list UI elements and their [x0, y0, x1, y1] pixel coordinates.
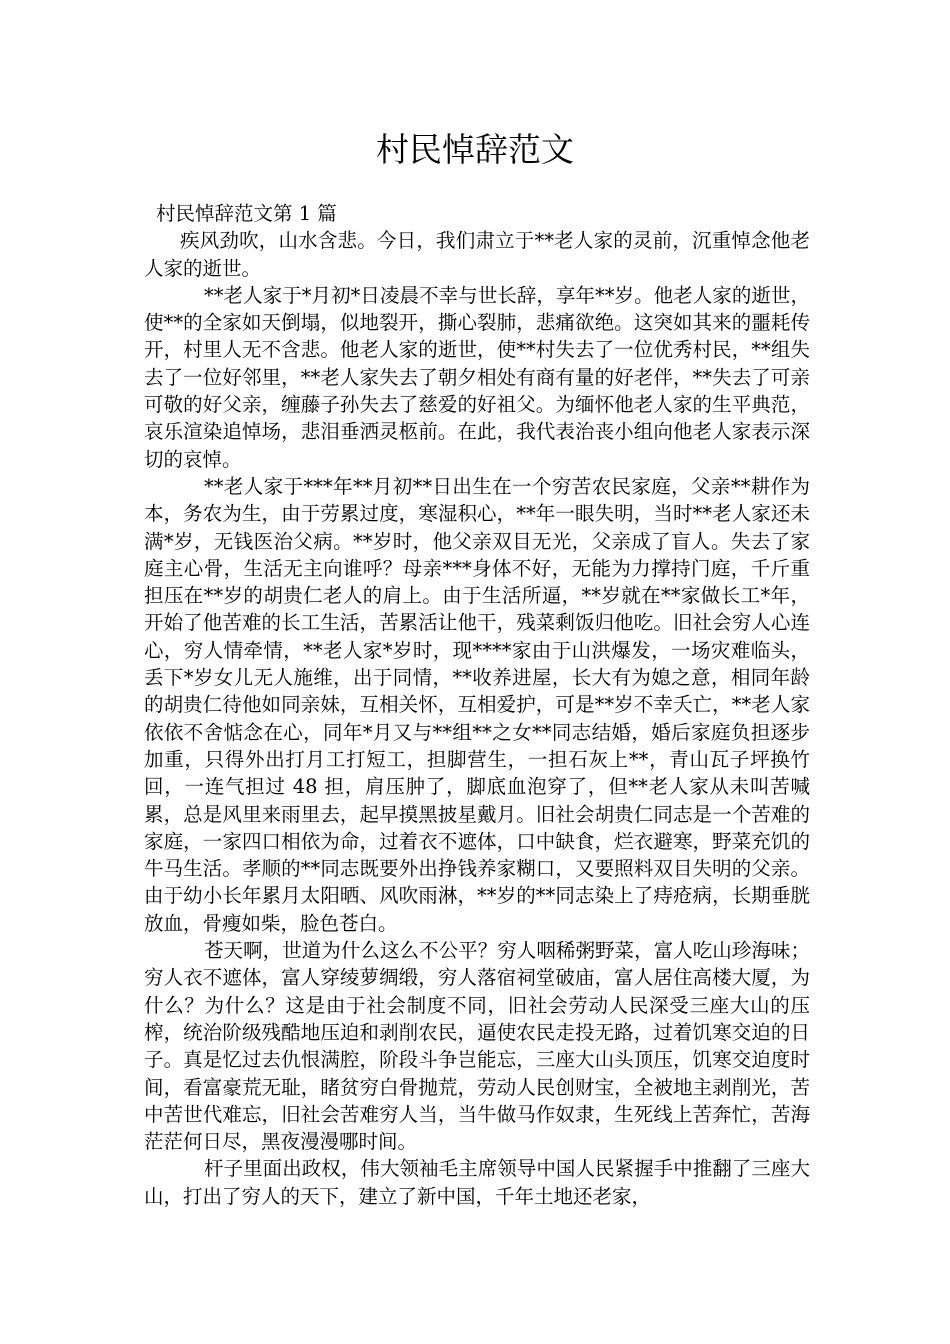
- document-body: [144, 200, 810, 1210]
- paragraph-3: **老人家于***年**月初**日出生在一个穷苦农民家庭，父亲**耕作为本，务农为生，由于劳累过度，寒湿积心，**年一眼失明，当时**老人家还未满*岁，无钱医治父病。**岁时，他父亲双目无光，父亲成了盲人。失去了家庭主心骨，生活无主向谁呼？母亲***身体不好，无能为力撑持门庭，千斤重担压在**岁的胡贵仁老人的肩上。由于生活所逼，**岁就在**家做长工*年，开始了他苦难的长工生活，苦累活让他干，残菜剩饭归他吃。旧社会穷人心连心，穷人情牵情，**老人家*岁时，现****家由于山洪爆发，一场灾难临头，丢下*岁女儿无人施维，出于同情，**收养进屋，长大有为媳之意，相同年龄的胡贵仁待他如同亲妹，互相关怀，互相爱护，可是**岁不幸夭亡，**老人家依依不舍惦念在心，同年*月又与**组**之女**同志结婚，婚后家庭负担逐步加重，只得外出打月工打短工，担脚营生，一担石灰上**，青山瓦子坪换竹回，一连气担过 48 担，肩压肿了，脚底血泡穿了，但**老人家从未叫苦喊累，总是风里来雨里去，起早摸黑披星戴月。旧社会胡贵仁同志是一个苦难的家庭，一家四口相依为命，过着衣不遮体，口中缺食，烂衣避寒，野菜充饥的牛马生活。孝顺的**同志既要外出挣钱养家糊口，又要照料双目失明的父亲。由于幼小长年累月太阳晒、风吹雨淋，**岁的**同志染上了痔疮病，长期垂胱放血，骨瘦如柴，脸色苍白。: [144, 474, 810, 935]
- section-heading: 村民悼辞范文第 1 篇: [156, 202, 337, 225]
- paragraph-4: 苍天啊，世道为什么这么不公平？穷人咽稀粥野菜，富人吃山珍海味；穷人衣不遮体，富人穿绫萝绸缎，穷人落宿祠堂破庙，富人居住高楼大厦，为什么？为什么？这是由于社会制度不同，旧社会劳动人民深受三座大山的压榨，统治阶级残酷地压迫和剥削农民，逼使农民走投无路，过着饥寒交迫的日子。真是忆过去仇恨满腔，阶段斗争岂能忘，三座大山头顶压，饥寒交迫度时间，看富豪荒无耻，睹贫穷白骨抛荒，劳动人民创财宝，全被地主剥削光，苦中苦世代难忘，旧社会苦难穷人当，当牛做马作奴隶，生死线上苦奔忙，苦海茫茫何日尽，黑夜漫漫哪时间。: [144, 939, 810, 1154]
- paragraph-1: 疾风劲吹，山水含悲。今日，我们肃立于**老人家的灵前，沉重悼念他老人家的逝世。: [144, 229, 810, 280]
- paragraph-5: 杆子里面出政权，伟大领袖毛主席领导中国人民紧握手中推翻了三座大山，打出了穷人的天下，建立了新中国，千年土地还老家，: [144, 1157, 810, 1208]
- paragraph-2: **老人家于*月初*日凌晨不幸与世长辞，享年**岁。他老人家的逝世，使**的全家如天倒塌，似地裂开，撕心裂肺，悲痛欲绝。这突如其来的噩耗传开，村里人无不含悲。他老人家的逝世，使**村失去了一位优秀村民，**组失去了一位好邻里，**老人家失去了朝夕相处有商有量的好老伴，**失去了可亲可敬的好父亲，缠藤子孙失去了慈爱的好祖父。为缅怀他老人家的生平典范，哀乐渲染追悼场，悲泪垂洒灵柩前。在此，我代表治丧小组向他老人家表示深切的哀悼。: [144, 283, 810, 471]
- document-title: 村民悼辞范文: [376, 130, 574, 169]
